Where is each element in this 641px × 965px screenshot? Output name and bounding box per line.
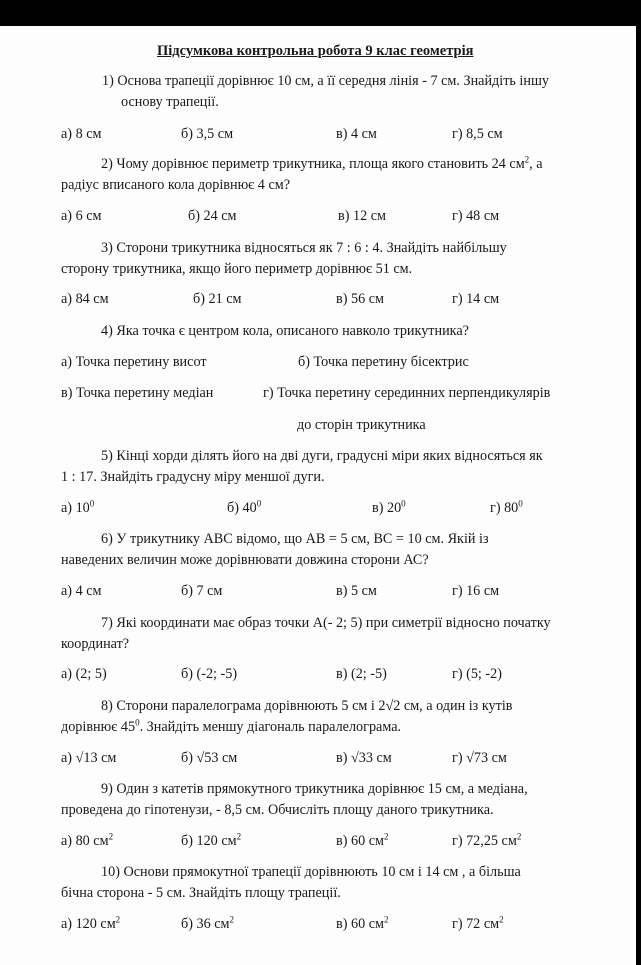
q8-option-b: б) √53 см [181, 750, 238, 766]
question-6-line-1: 6) У трикутнику АВС відомо, що АВ = 5 см, ВС = 10 см. Якій із [101, 531, 489, 547]
square-sup: 2 [499, 914, 504, 925]
q5-option-b [227, 498, 261, 518]
q4-option-b: б) Точка перетину бісектрис [298, 354, 469, 370]
q5-option-a [61, 498, 94, 518]
question-10-line-1: 10) Основи прямокутної трапеції дорівнюють 10 см і 14 см , а більша [101, 864, 521, 880]
q1-option-c: в) 4 см [336, 126, 377, 142]
question-9-line-1: 9) Один з катетів прямокутного трикутника дорівнює 15 см, а медіана, [101, 781, 528, 797]
q2-line1-tail: , а [529, 156, 543, 172]
q1-option-a: а) 8 см [61, 126, 102, 142]
q9-option-a-text: а) 80 см [61, 833, 109, 849]
q5-option-d-text: г) 80 [490, 500, 519, 516]
q3-option-c: в) 56 см [336, 291, 384, 307]
q5-option-b-text: б) 40 [227, 500, 257, 516]
question-3-line-1: 3) Сторони трикутника відносяться як 7 : 6 : 4. Знайдіть найбільшу [101, 240, 507, 256]
q8-line2-tail: . Знайдіть меншу діагональ паралелограма. [139, 719, 402, 735]
q2-square-sup: 2 [524, 154, 530, 165]
q3-option-b: б) 21 см [193, 291, 242, 307]
q1-option-d: г) 8,5 см [452, 126, 503, 142]
q2-option-a: а) 6 см [61, 208, 102, 224]
degree-sup: 0 [256, 498, 262, 509]
question-4-line-1: 4) Яка точка є центром кола, описаного навколо трикутника? [101, 323, 469, 339]
question-1-line-2: основу трапеції. [121, 94, 219, 110]
question-3-line-2: сторону трикутника, якщо його периметр дорівнює 51 см. [61, 261, 413, 277]
square-sup: 2 [115, 914, 121, 925]
q6-option-c: в) 5 см [336, 583, 377, 599]
q9-option-c-text: в) 60 см [336, 833, 384, 849]
square-sup: 2 [383, 831, 389, 842]
q7-option-c: в) (2; -5) [336, 666, 387, 682]
question-1-line-1: 1) Основа трапеції дорівнює 10 см, а її середня лінія - 7 см. Знайдіть іншу [102, 73, 549, 89]
q4-option-d: г) Точка перетину серединних перпендикулярів [263, 385, 551, 401]
q4-option-d-continued: до сторін трикутника [297, 417, 426, 433]
q3-option-a: а) 84 см [61, 291, 109, 307]
degree-sup: 0 [518, 498, 523, 509]
q9-option-c [336, 831, 388, 851]
q2-line1-text: 2) Чому дорівнює периметр трикутника, площа якого становить 24 см [101, 156, 525, 172]
q5-option-c [372, 498, 406, 518]
question-5-line-1: 5) Кінці хорди ділять його на дві дуги, градусні міри яких відносяться як [101, 448, 543, 464]
q9-option-b [181, 831, 241, 851]
square-sup: 2 [229, 914, 234, 925]
question-5-line-2: 1 : 17. Знайдіть градусну міру меншої дуги. [61, 469, 325, 485]
q9-option-d [452, 831, 521, 851]
q7-option-b: б) (-2; -5) [181, 666, 238, 682]
square-sup: 2 [236, 831, 242, 842]
q5-option-c-text: в) 20 [372, 500, 402, 516]
q5-option-a-text: а) 10 [61, 500, 90, 516]
page-title: Підсумкова контрольна робота 9 клас геометрія [157, 43, 474, 59]
q4-option-c: в) Точка перетину медіан [61, 385, 214, 401]
q8-degree-sup: 0 [135, 717, 140, 728]
question-9-line-2: проведена до гіпотенузи, - 8,5 см. Обчисліть площу даного трикутника. [61, 802, 494, 818]
q8-line2-text: дорівнює 45 [61, 719, 136, 735]
square-sup: 2 [383, 914, 389, 925]
degree-sup: 0 [401, 498, 406, 509]
q9-option-b-text: б) 120 см [181, 833, 237, 849]
q8-option-c: в) √33 см [336, 750, 392, 766]
q6-option-d: г) 16 см [452, 583, 500, 599]
q7-option-d: г) (5; -2) [452, 666, 502, 682]
worksheet-page [0, 26, 636, 965]
q2-option-d: г) 48 см [452, 208, 500, 224]
q10-option-b-text: б) 36 см [181, 916, 230, 932]
degree-sup: 0 [89, 498, 95, 509]
q10-option-a [61, 914, 120, 934]
q7-option-a: а) (2; 5) [61, 666, 107, 682]
q8-option-a: а) √13 см [61, 750, 117, 766]
q10-option-a-text: а) 120 см [61, 916, 116, 932]
question-7-line-1: 7) Які координати має образ точки А(- 2; 5) при симетрії відносно початку [101, 615, 551, 631]
q5-option-d [490, 498, 523, 518]
q6-option-b: б) 7 см [181, 583, 223, 599]
q8-option-d: г) √73 см [452, 750, 507, 766]
question-7-line-2: координат? [61, 636, 130, 652]
q3-option-d: г) 14 см [452, 291, 500, 307]
question-2-line-2: радіус вписаного кола дорівнює 4 см? [61, 177, 291, 193]
square-sup: 2 [516, 831, 522, 842]
q4-option-a: а) Точка перетину висот [61, 354, 207, 370]
q6-option-a: а) 4 см [61, 583, 102, 599]
square-sup: 2 [108, 831, 114, 842]
q9-option-a [61, 831, 113, 851]
q9-option-d-text: г) 72,25 см [452, 833, 517, 849]
q2-option-c: в) 12 см [338, 208, 386, 224]
question-8-line-2 [61, 717, 401, 738]
q10-option-b [181, 914, 234, 934]
question-2-line-1 [101, 154, 543, 175]
q10-option-d [452, 914, 504, 934]
q1-option-b: б) 3,5 см [181, 126, 234, 142]
question-6-line-2: наведених величин може дорівнювати довжина сторони АС? [61, 552, 429, 568]
q10-option-d-text: г) 72 см [452, 916, 500, 932]
q2-option-b: б) 24 см [188, 208, 237, 224]
question-8-line-1: 8) Сторони паралелограма дорівнюють 5 см і 2√2 см, а один із кутів [101, 698, 513, 714]
q10-option-c [336, 914, 388, 934]
question-10-line-2: бічна сторона - 5 см. Знайдіть площу трапеції. [61, 885, 341, 901]
q10-option-c-text: в) 60 см [336, 916, 384, 932]
